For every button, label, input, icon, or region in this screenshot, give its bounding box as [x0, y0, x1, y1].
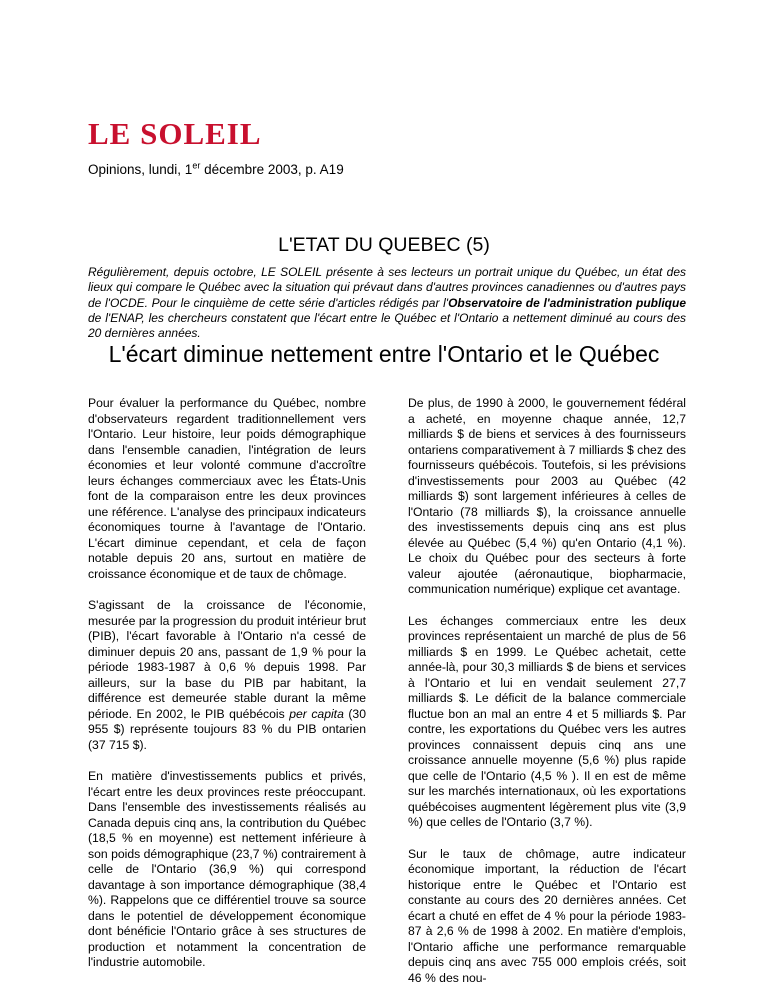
article-intro [88, 265, 686, 341]
paragraph-left-1: Pour évaluer la performance du Québec, nombre d'observateurs regardent traditionnellement vers l'Ontario. Leur histoire, leur poids démographique dans l'ensemble canadien, l'intégration de leurs économies et leur volonté commune d'accroître leurs échanges commerciaux avec les États-Unis font de la comparaison entre les deux provinces une référence. L'analyse des principaux indicateurs économiques tourne à l'avantage de l'Ontario. L'écart diminue cependant, et cela de façon notable depuis 20 ans, surtout en matière de croissance économique et de taux de chômage. [88, 396, 366, 581]
article-column-right [408, 396, 686, 1002]
ordinal-suffix: er [192, 160, 201, 171]
article-headline: L'écart diminue nettement entre l'Ontario et le Québec [108, 341, 660, 367]
paragraph-left-3: En matière d'investissements publics et privés, l'écart entre les deux provinces reste préoccupant. Dans l'ensemble des investissements réalisés au Canada depuis cinq ans, la contribution du Québec (18,5 % en moyenne) est nettement inférieure à son poids démographique (23,7 %) contrairement à celle de l'Ontario (36,9 %) qui correspond davantage à son importance démographique (38,4 %). Rappelons que ce différentiel trouve sa source dans le potentiel de développement économique dont bénéficie l'Ontario grâce à ses structures de production et notamment la concentration de l'industrie automobile. [88, 769, 366, 969]
publication-info-prefix: Opinions, lundi, 1 [88, 162, 193, 177]
intro-text-before: Régulièrement, depuis octobre, LE SOLEIL présente à ses lecteurs un portrait unique du Québec, un état des lieux qui compare le Québec avec la situation qui prévaut dans d'autres provinces canadiennes ou d'autres pays de l'OCDE. Pour le cinquième de cette série d'articles rédigés par l' [88, 265, 686, 310]
paragraph-right-2: Les échanges commerciaux entre les deux provinces représentaient un marché de plus de 56 milliards $ en 1999. Le Québec achetait, cette année-là, pour 30,3 milliards $ de biens et services à l'Ontario et lui en vendait seulement 27,7 milliards $. Le déficit de la balance commerciale fluctue bon an mal an entre 4 et 5 milliards $. Par contre, les exportations du Québec vers les autres provinces connaissent depuis cinq ans une croissance annuelle moyenne (5,6 %) plus rapide que celle de l'Ontario (4,5 % ). Il en est de même sur les marchés internationaux, où les exportations québécoises augmentent légèrement plus vite (3,9 %) que celles de l'Ontario (3,7 %). [408, 613, 686, 829]
series-title: L'ETAT DU QUEBEC (5) [278, 234, 490, 256]
intro-text-after: de l'ENAP, les chercheurs constatent que l'écart entre le Québec et l'Ontario a nettement diminué au cours des 20 dernières années. [88, 310, 686, 341]
italic-term: per capita [289, 706, 344, 721]
paragraph-left-2-after: (30 955 $) représente toujours 83 % du PIB ontarien (37 715 $). [88, 706, 366, 752]
paragraph-left-2 [88, 598, 366, 753]
paragraph-right-1: De plus, de 1990 à 2000, le gouvernement fédéral a acheté, en moyenne chaque année, 12,7 milliards $ de biens et services à des fournisseurs ontariens comparativement à 7 milliards $ chez des fournisseurs québécois. Toutefois, si les prévisions d'investissements pour 2003 au Québec (42 milliards $) sont largement inférieures à celles de l'Ontario (78 milliards $), la croissance annuelle des investissements depuis cinq ans est plus élevée au Québec (5,4 %) qu'en Ontario (4,1 %). Le choix du Québec pour des secteurs à forte valeur ajoutée (aéronautique, biopharmacie, communication numérique) explique cet avantage. [408, 396, 686, 596]
newspaper-masthead: LE SOLEIL [88, 116, 262, 151]
intro-organization-name: Observatoire de l'administration publique [448, 295, 686, 310]
article-column-left [88, 396, 366, 987]
paragraph-right-3: Sur le taux de chômage, autre indicateur économique important, la réduction de l'écart historique entre le Québec et l'Ontario est constante au cours des 20 dernières années. Cet écart a chuté en effet de 4 % pour la période 1983-87 à 2,6 % de 1998 à 2002. En matière d'emplois, l'Ontario affiche une performance remarquable depuis cinq ans avec 755 000 emplois créés, soit 46 % des nou- [408, 846, 686, 985]
paragraph-left-2-before: S'agissant de la croissance de l'économie, mesurée par la progression du produit intérieur brut (PIB), l'écart favorable à l'Ontario n'a cessé de diminuer depuis 20 ans, passant de 1,9 % pour la période 1983-1987 à 0,6 % depuis 1998. Par ailleurs, sur la base du PIB par habitant, la différence est demeurée stable durant la même période. En 2002, le PIB québécois [88, 598, 366, 721]
publication-info [88, 162, 344, 178]
publication-info-suffix: décembre 2003, p. A19 [200, 162, 344, 177]
